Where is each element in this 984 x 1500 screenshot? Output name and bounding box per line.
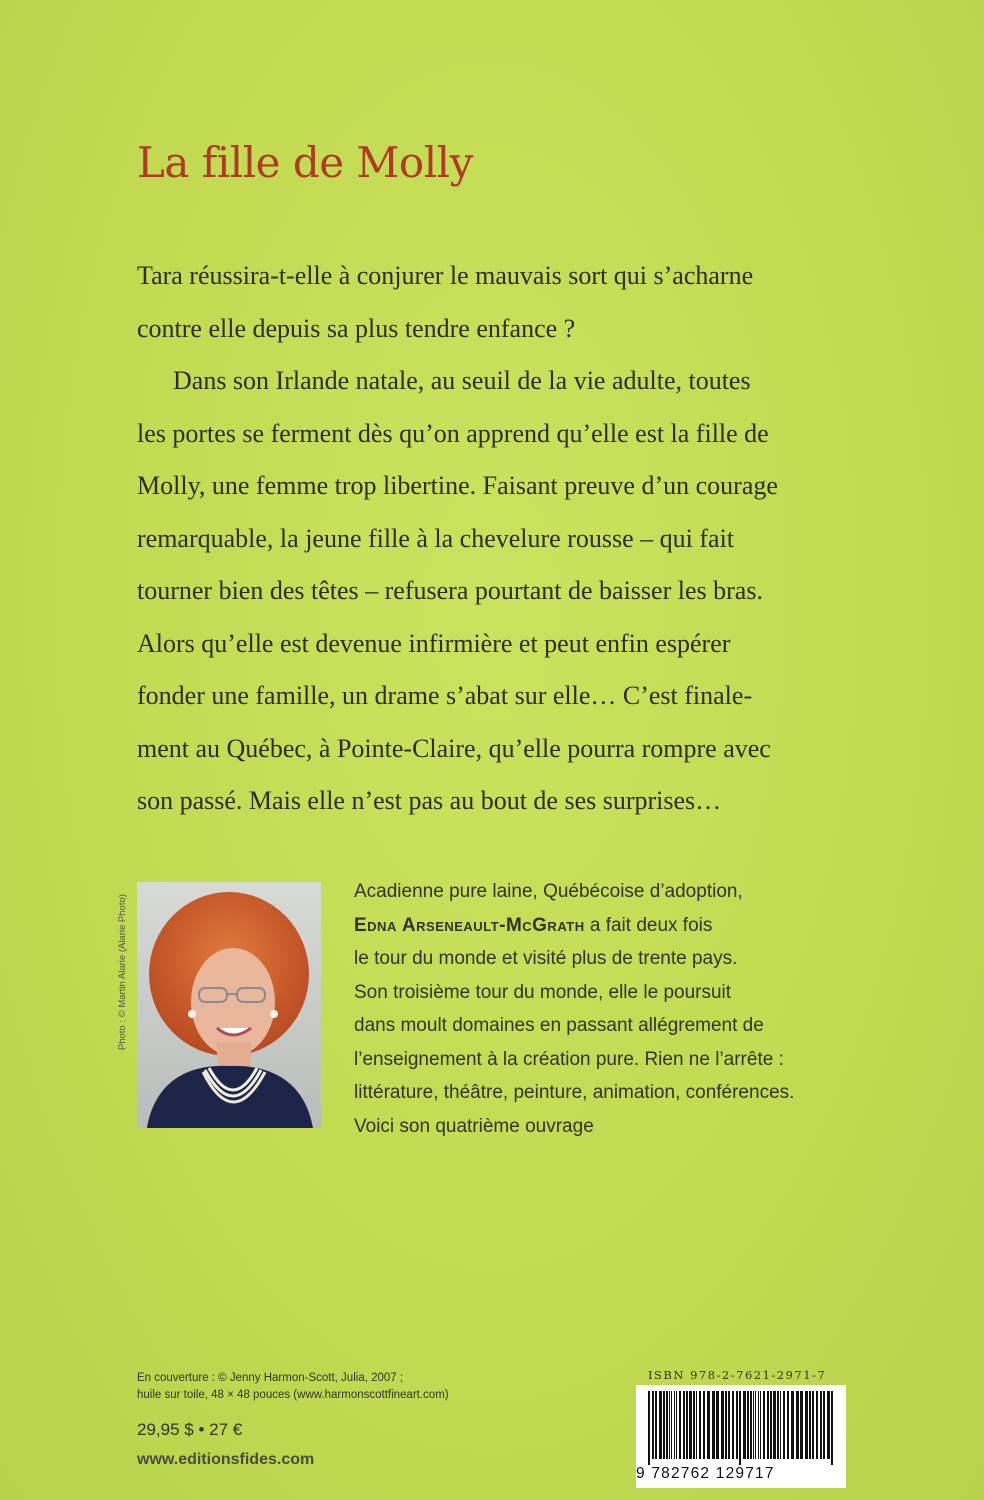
barcode-bar	[747, 1391, 749, 1459]
barcode-bar	[655, 1391, 657, 1459]
synopsis-line: Alors qu’elle est devenue infirmière et peut enfin espérer	[137, 628, 731, 658]
barcode-bar	[652, 1391, 654, 1459]
bio-line: Son troisième tour du monde, elle le poursuit	[354, 981, 732, 1003]
barcode-bar	[679, 1391, 681, 1459]
barcode-bar	[725, 1391, 727, 1459]
bio-line: littérature, théâtre, peinture, animation, conférences.	[354, 1082, 795, 1103]
barcode-bar	[809, 1391, 811, 1459]
bio-line: le tour du monde et visité plus de trente pays.	[354, 948, 738, 969]
barcode-bar	[648, 1391, 650, 1465]
isbn: ISBN 978-2-7621-2971-7	[648, 1368, 827, 1382]
photo-credit: Photo : © Martin Alarie (Alarie Photo)	[117, 894, 128, 1050]
barcode-bar	[791, 1391, 794, 1459]
barcode-bar	[736, 1391, 738, 1459]
barcode-bar	[823, 1391, 825, 1459]
barcode-bar	[716, 1391, 719, 1459]
cover-credit-line: En couverture : © Jenny Harmon-Scott, Julia, 2007 ;	[137, 1372, 404, 1384]
barcode-bar	[689, 1391, 692, 1459]
barcode-bar	[805, 1391, 808, 1459]
barcode-bar	[800, 1391, 803, 1459]
cover-credit	[137, 1370, 449, 1404]
barcode-bar	[663, 1391, 665, 1459]
barcode-bar	[750, 1391, 752, 1459]
barcode-bar	[816, 1391, 818, 1459]
barcode-bar	[712, 1391, 715, 1459]
barcode-bar	[827, 1391, 830, 1459]
synopsis-line: Tara réussira-t-elle à conjurer le mauvais sort qui s’acharne	[137, 261, 754, 290]
barcode-bar	[699, 1391, 701, 1459]
barcode-bar	[758, 1391, 759, 1459]
book-title: La fille de Molly	[137, 138, 473, 187]
synopsis-line: ment au Québec, à Pointe-Claire, qu’elle pourra rompre avec	[137, 733, 771, 763]
author-bio	[354, 875, 834, 1143]
barcode-bar	[770, 1391, 772, 1459]
barcode-bar	[683, 1391, 685, 1459]
barcode-bar	[763, 1391, 765, 1459]
synopsis-line: Molly, une femme trop libertine. Faisant preuve d’un courage	[137, 471, 778, 500]
barcode-bar	[703, 1391, 705, 1459]
barcode	[636, 1385, 846, 1488]
barcode-bar	[659, 1391, 662, 1459]
barcode-bar	[676, 1391, 677, 1459]
barcode-bar	[812, 1391, 814, 1459]
barcode-bar	[773, 1391, 776, 1459]
barcode-bar	[755, 1391, 756, 1459]
barcode-bar	[707, 1391, 710, 1459]
bio-line	[354, 909, 834, 943]
synopsis	[137, 250, 837, 828]
barcode-bar	[820, 1391, 822, 1459]
synopsis-line: fonder une famille, un drame s’abat sur elle… C’est finale-	[137, 681, 753, 710]
publisher-website: www.editionsfides.com	[137, 1451, 315, 1468]
barcode-bar	[696, 1391, 697, 1459]
cover-credit-line: huile sur toile, 48 × 48 pouces (www.harmonscottfineart.com)	[137, 1389, 449, 1401]
author-name: Edna Arseneault-McGrath	[354, 914, 585, 936]
bio-line: dans moult domaines en passant allégrement de	[354, 1015, 764, 1036]
synopsis-line: son passé. Mais elle n’est pas au bout de ses surprises…	[137, 786, 722, 815]
barcode-bar	[693, 1391, 695, 1459]
barcode-digits: 9 782762 129717	[636, 1465, 775, 1482]
barcode-bar	[777, 1391, 779, 1459]
barcode-bar	[686, 1391, 688, 1459]
bio-line: Voici son quatrième ouvrage	[354, 1115, 594, 1137]
synopsis-line: Dans son Irlande natale, au seuil de la vie adulte, toutes	[173, 366, 751, 395]
author-portrait	[137, 882, 321, 1128]
barcode-bar	[831, 1391, 833, 1465]
barcode-bar	[796, 1391, 799, 1459]
price: 29,95 $ • 27 €	[137, 1420, 243, 1439]
barcode-bar	[753, 1391, 754, 1459]
barcode-bar	[666, 1391, 668, 1459]
barcode-bars	[636, 1385, 846, 1465]
barcode-bar	[780, 1391, 781, 1459]
barcode-bar	[787, 1391, 789, 1459]
barcode-bar	[721, 1391, 724, 1459]
barcode-bar	[767, 1391, 769, 1459]
author-portrait-image	[137, 882, 321, 1128]
barcode-bar	[743, 1391, 746, 1459]
barcode-bar	[728, 1391, 730, 1459]
synopsis-line: contre elle depuis sa plus tendre enfance ?	[137, 313, 576, 343]
barcode-bar	[671, 1391, 672, 1459]
barcode-bar	[760, 1391, 761, 1459]
bio-line: l’enseignement à la création pure. Rien ne l’arrête :	[354, 1048, 784, 1070]
synopsis-line: remarquable, la jeune fille à la chevelure rousse – qui fait	[137, 523, 735, 553]
barcode-bar	[669, 1391, 670, 1459]
barcode-bar	[783, 1391, 785, 1459]
bio-line: Acadienne pure laine, Québécoise d’adoption,	[354, 881, 743, 902]
barcode-bar	[732, 1391, 734, 1459]
bio-line-rest: a fait deux fois	[584, 914, 713, 936]
synopsis-line: tourner bien des têtes – refusera pourtant de baisser les bras.	[137, 576, 763, 605]
barcode-bar	[739, 1391, 741, 1465]
barcode-bar	[674, 1391, 675, 1459]
synopsis-line: les portes se ferment dès qu’on apprend qu’elle est la fille de	[137, 418, 769, 448]
